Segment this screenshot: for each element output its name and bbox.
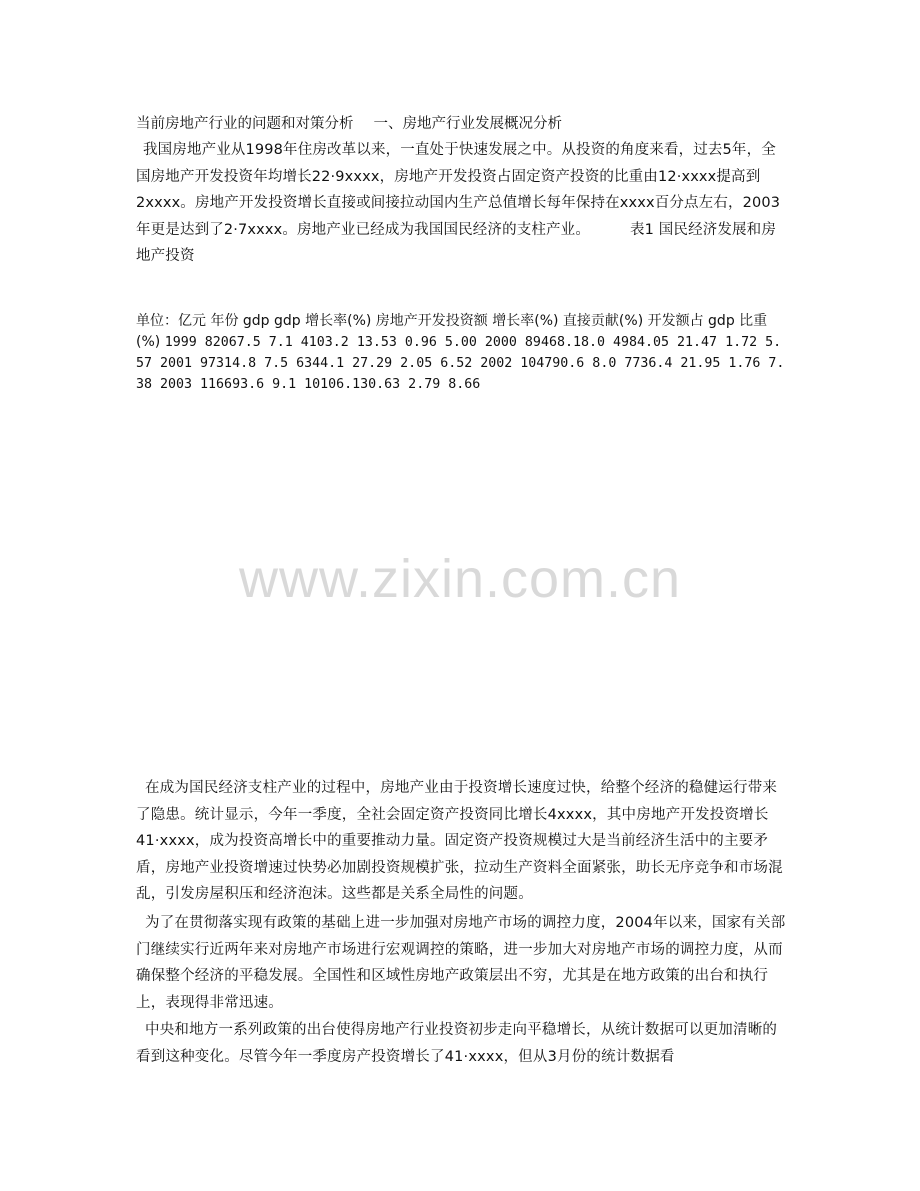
title-line [136, 111, 786, 138]
paragraph-4: 中央和地方一系列政策的出台使得房地产行业投资初步走向平稳增长，从统计数据可以更加清晰的看到这种变化。尽管今年一季度房产投资增长了41·xxxx，但从3月份的统计数据看 [136, 1022, 778, 1065]
paragraph-3: 为了在贯彻落实现有政策的基础上进一步加强对房地产市场的调控力度，2004年以来，国家有关部门继续实行近两年来对房地产市场进行宏观调控的策略，进一步加大对房地产市场的调控力度，从而确保整个经济的平稳发展。全国性和区域性房地产政策层出不穷，尤其是在地方政策的出台和执行上，表现得非常迅速。 [136, 915, 786, 1011]
table-rows: 1999 82067.5 7.1 4103.2 13.53 0.96 5.00 2000 89468.18.0 4984.05 21.47 1.72 5.57 2001 97314.8 7.5 6344.1 27.29 2.05 6.52 2002 104790.6 8.0 7736.4 21.95 1.76 7.38 2003 116693.6 9.1 10106.130.63 2.79 8.66 [136, 335, 785, 392]
table-header: 单位：亿元 年份 gdp gdp 增长率(%) 房地产开发投资额 增长率(%) 直接贡献(%) 开发额占 gdp 比重(%) [136, 313, 768, 350]
table-caption: 表1 国民经济发展和房地产投资 [136, 221, 776, 264]
intro-paragraph [136, 137, 786, 270]
watermark: www.zixin.com.cn [238, 549, 682, 609]
table-flattened-text [136, 311, 786, 395]
intro-text: 我国房地产业从1998年住房改革以来，一直处于快速发展之中。从投资的角度来看，过去5年，全国房地产开发投资年均增长22·9xxxx，房地产开发投资占固定资产投资的比重由12·xxxx提高到2xxxx。房地产开发投资增长直接或间接拉动国内生产总值增长每年保持在xxxx百分点左右，2003年更是达到了2·7xxxx。房地产业已经成为我国国民经济的支柱产业。 [136, 142, 781, 238]
paragraph-2: 在成为国民经济支柱产业的过程中，房地产业由于投资增长速度过快，给整个经济的稳健运行带来了隐患。统计显示，今年一季度，全社会固定资产投资同比增长4xxxx，其中房地产开发投资增长41·xxxx，成为投资高增长中的重要推动力量。固定资产投资规模过大是当前经济生活中的主要矛盾，房地产业投资增速过快势必加剧投资规模扩张，拉动生产资料全面紧张，助长无序竞争和市场混乱，引发房屋积压和经济泡沫。这些都是关系全局性的问题。 [136, 780, 783, 902]
document-title: 当前房地产行业的问题和对策分析 [136, 116, 354, 132]
section-heading: 一、房地产行业发展概况分析 [373, 116, 562, 132]
